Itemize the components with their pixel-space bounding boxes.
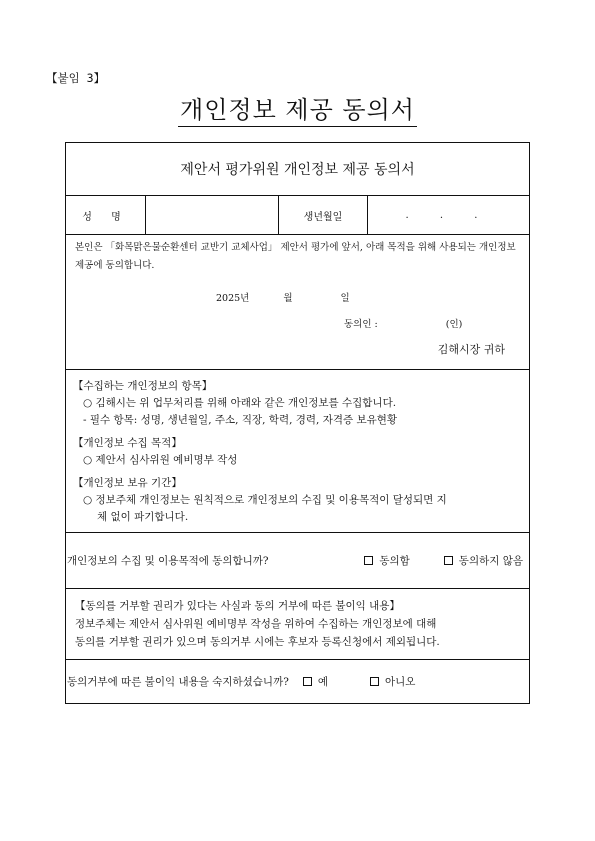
consent-date: [216, 290, 350, 308]
date-day[interactable]: 일: [340, 293, 350, 304]
signer-line: [344, 316, 462, 334]
consent-question: 개인정보의 수집 및 이용목적에 동의합니까?: [67, 555, 269, 567]
acknowledge-question-row: [66, 660, 529, 703]
items-heading: 【수집하는 개인정보의 항목】: [73, 380, 213, 392]
addressee: 김해시장 귀하: [437, 343, 505, 356]
items-line-1: ○ 김해시는 위 업무처리를 위해 아래와 같은 개인정보를 수집합니다.: [83, 397, 397, 409]
info-section: [66, 370, 529, 533]
yes-label: 예: [317, 676, 328, 688]
consent-statement: 본인은 「화목맑은물순환센터 교반기 교체사업」 제안서 평가에 앞서, 아래 목적을 위해 사용되는 개인정보 제공에 동의합니다.: [75, 242, 516, 271]
items-line-2: - 필수 항목: 성명, 생년월일, 주소, 직장, 학력, 경력, 자격증 보유현황: [83, 414, 398, 426]
refusal-section: [66, 589, 529, 660]
agree-label: 동의함: [379, 555, 410, 567]
page-title-text: 개인정보 제공 동의서: [178, 96, 417, 127]
date-month[interactable]: 월: [283, 293, 293, 304]
disagree-label: 동의하지 않음: [458, 555, 523, 567]
agree-option[interactable]: [364, 553, 409, 568]
agree-checkbox[interactable]: [364, 556, 373, 565]
disagree-checkbox[interactable]: [444, 556, 453, 565]
yes-option[interactable]: [303, 674, 328, 689]
acknowledge-question: 동의거부에 따른 불이익 내용을 숙지하셨습니까?: [67, 676, 289, 688]
no-checkbox[interactable]: [370, 677, 379, 686]
page-title: [0, 90, 595, 125]
purpose-line: ○ 제안서 심사위원 예비명부 작성: [83, 454, 238, 466]
name-field[interactable]: [146, 196, 279, 234]
date-year: 2025년: [216, 293, 250, 304]
no-option[interactable]: [370, 674, 415, 689]
disagree-option[interactable]: [444, 553, 523, 568]
name-label: 성 명: [66, 196, 146, 234]
consent-statement-section: [66, 235, 529, 370]
no-label: 아니오: [385, 676, 416, 688]
consent-form: [65, 142, 530, 704]
applicant-info-row: [66, 196, 529, 235]
yes-checkbox[interactable]: [303, 677, 312, 686]
seal-label[interactable]: (인): [445, 319, 463, 330]
signer-label: 동의인 :: [344, 319, 378, 330]
form-header: 제안서 평가위원 개인정보 제공 동의서: [66, 143, 529, 196]
retention-line-1: ○ 정보주체 개인정보는 원칙적으로 개인정보의 수집 및 이용목적이 달성되면 지: [83, 494, 447, 506]
retention-line-2: 체 없이 파기합니다.: [97, 511, 189, 523]
attachment-label: 【붙임 3】: [46, 71, 106, 85]
refusal-heading: 【동의를 거부할 권리가 있다는 사실과 동의 거부에 따른 불이익 내용】: [75, 600, 400, 612]
purpose-heading: 【개인정보 수집 목적】: [73, 437, 182, 449]
consent-question-row: [66, 533, 529, 589]
refusal-line-1: 정보주체는 제안서 심사위원 예비명부 작성을 위하여 수집하는 개인정보에 대해: [75, 618, 437, 630]
refusal-line-2: 동의를 거부할 권리가 있으며 동의거부 시에는 후보자 등록신청에서 제외됩니다.: [75, 636, 440, 648]
birth-field[interactable]: . . .: [405, 209, 492, 221]
birth-label: 생년월일: [279, 196, 368, 234]
retention-heading: 【개인정보 보유 기간】: [73, 477, 182, 489]
